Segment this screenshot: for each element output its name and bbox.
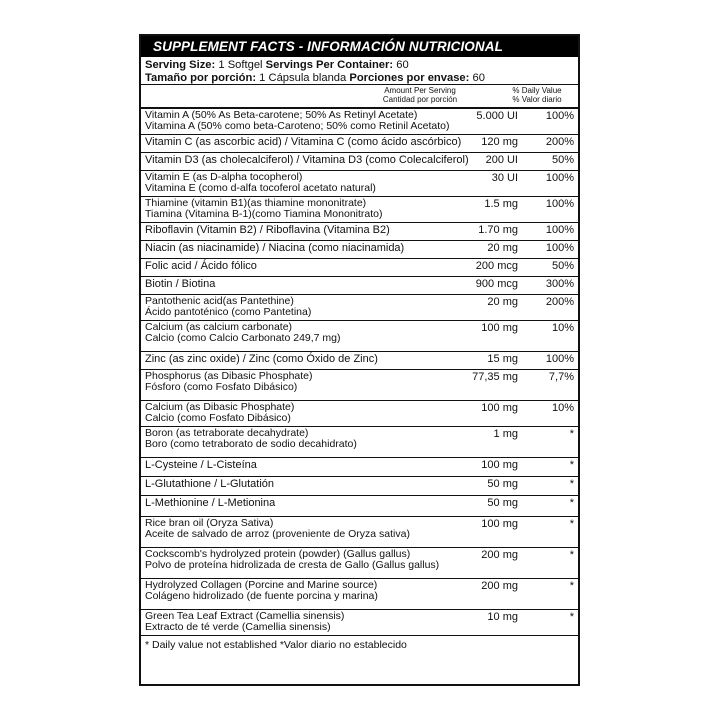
nutrient-name <box>145 296 311 317</box>
nutrient-daily-value: 100% <box>545 172 574 184</box>
nutrient-name-en: Vitamin A (50% As Beta-carotene; 50% As Retinyl Acetate) <box>145 109 418 121</box>
nutrient-name-en: Riboflavin (Vitamin B2) / Riboflavina (Vitamina B2) <box>145 224 390 236</box>
nutrient-amount: 200 mg <box>481 580 518 592</box>
nutrient-row <box>141 135 578 153</box>
serving-size-label: Serving Size: <box>145 59 216 71</box>
nutrient-name-en: Biotin / Biotina <box>145 278 216 290</box>
nutrient-daily-value: 100% <box>545 224 574 236</box>
nutrient-amount: 200 mg <box>481 549 518 561</box>
nutrient-row <box>141 496 578 517</box>
tamano-value: 1 Cápsula blanda <box>259 71 347 84</box>
nutrient-amount: 100 mg <box>481 322 518 334</box>
nutrient-name <box>145 549 439 570</box>
footnote-text: * Daily value not established *Valor diario no establecido <box>145 639 407 651</box>
nutrient-amount: 100 mg <box>481 459 518 471</box>
nutrient-name <box>145 322 341 343</box>
nutrient-rows <box>141 109 578 658</box>
amount-header-en: Amount Per Serving <box>384 86 456 95</box>
nutrient-daily-value: 50% <box>551 154 574 166</box>
nutrient-amount: 200 UI <box>485 154 518 166</box>
nutrient-name-en: L-Glutathione / L-Glutatión <box>145 478 275 490</box>
tamano-label: Tamaño por porción: <box>145 71 257 84</box>
nutrient-amount: 1 mg <box>493 428 518 440</box>
nutrient-row <box>141 153 578 171</box>
nutrient-row <box>141 241 578 259</box>
nutrient-daily-value: * <box>569 497 574 509</box>
nutrient-amount: 30 UI <box>491 172 518 184</box>
nutrient-daily-value: * <box>569 580 574 592</box>
nutrient-name-es: Extracto de té verde (Camellia sinensis) <box>145 620 331 633</box>
nutrient-name-es: Aceite de salvado de arroz (proveniente de Oryza sativa) <box>145 527 410 540</box>
nutrient-daily-value: * <box>569 478 574 490</box>
amount-header-es: Cantidad por porción <box>382 94 458 104</box>
nutrient-row <box>141 109 578 135</box>
nutrient-name-es: Vitamina E (como d-alfa tocoferol acetato natural) <box>145 181 376 194</box>
nutrient-row <box>141 579 578 610</box>
nutrient-name <box>145 278 215 291</box>
nutrient-amount: 120 mg <box>481 136 518 148</box>
nutrient-name-en: Thiamine (vitamin B1)(as thiamine mononitrate) <box>145 197 367 209</box>
nutrient-row <box>141 352 578 370</box>
nutrient-amount: 77,35 mg <box>472 371 518 383</box>
nutrient-row <box>141 517 578 548</box>
nutrient-row <box>141 401 578 427</box>
nutrient-name-en: Pantothenic acid(as Pantethine) <box>145 295 294 307</box>
nutrient-daily-value: 100% <box>545 353 574 365</box>
nutrient-daily-value: * <box>569 518 574 530</box>
nutrient-name <box>145 580 378 601</box>
nutrient-name <box>145 242 404 255</box>
nutrient-amount: 5.000 UI <box>476 110 518 122</box>
nutrient-name-es: Colágeno hidrolizado (de fuente porcina y marina) <box>145 589 378 602</box>
nutrient-name-en: L-Methionine / L-Metionina <box>145 497 276 509</box>
nutrient-name <box>145 198 383 219</box>
supplement-facts-panel <box>139 34 580 686</box>
nutrient-amount: 900 mcg <box>475 278 518 290</box>
nutrient-row <box>141 427 578 458</box>
nutrient-name-es: Fósforo (como Fosfato Dibásico) <box>145 380 298 393</box>
nutrient-name <box>145 353 378 366</box>
nutrient-row <box>141 277 578 295</box>
nutrient-name <box>145 260 257 273</box>
nutrient-name-es: Tiamina (Vitamina B-1)(como Tiamina Mononitrato) <box>145 207 383 220</box>
nutrient-name-es: Vitamina A (50% como beta-Caroteno; 50% como Retinil Acetato) <box>145 119 450 132</box>
nutrient-row <box>141 610 578 636</box>
nutrient-name-es: Polvo de proteína hidrolizada de cresta de Gallo (Gallus gallus) <box>145 558 440 571</box>
nutrient-name-en: Cockscomb's hydrolyzed protein (powder) (Gallus gallus) <box>145 548 411 560</box>
panel-title: SUPPLEMENT FACTS - INFORMACIÓN NUTRICIONAL <box>141 36 578 57</box>
nutrient-name-en: Phosphorus (as Dibasic Phosphate) <box>145 370 313 382</box>
nutrient-daily-value: 50% <box>551 260 574 272</box>
dv-header-es: % Valor diario <box>512 94 562 104</box>
nutrient-amount: 20 mg <box>487 242 518 254</box>
nutrient-amount: 200 mcg <box>475 260 518 272</box>
nutrient-name <box>145 518 410 539</box>
nutrient-name <box>145 459 257 472</box>
serving-line-en <box>145 59 574 72</box>
serving-size-value: 1 Softgel <box>218 59 263 71</box>
serving-info <box>141 57 578 85</box>
nutrient-name-en: L-Cysteine / L-Cisteína <box>145 459 257 471</box>
nutrient-row <box>141 171 578 197</box>
nutrient-daily-value: * <box>569 549 574 561</box>
nutrient-name-en: Boron (as tetraborate decahydrate) <box>145 427 309 439</box>
nutrient-name-es: Ácido pantoténico (como Pantetina) <box>145 305 312 318</box>
amount-header <box>370 87 470 104</box>
nutrient-daily-value: 200% <box>545 136 574 148</box>
nutrient-name-en: Vitamin E (as D-alpha tocopherol) <box>145 171 303 183</box>
porciones-label: Porciones por envase: <box>349 71 470 84</box>
nutrient-amount: 50 mg <box>487 478 518 490</box>
nutrient-daily-value: 7,7% <box>548 371 574 383</box>
nutrient-row <box>141 295 578 321</box>
nutrient-row <box>141 321 578 352</box>
nutrient-name <box>145 371 313 392</box>
nutrient-name-en: Calcium (as Dibasic Phosphate) <box>145 401 295 413</box>
nutrient-name-en: Rice bran oil (Oryza Sativa) <box>145 517 274 529</box>
nutrient-name <box>145 172 376 193</box>
nutrient-daily-value: 100% <box>545 198 574 210</box>
serving-line-es <box>145 72 574 85</box>
nutrient-name-en: Folic acid / Ácido fólico <box>145 260 257 272</box>
nutrient-row <box>141 477 578 496</box>
nutrient-row <box>141 458 578 477</box>
nutrient-name-es: Calcio (como Calcio Carbonato 249,7 mg) <box>145 331 341 344</box>
servings-per-container-label: Servings Per Container: <box>265 59 394 71</box>
nutrient-daily-value: * <box>569 428 574 440</box>
nutrient-name <box>145 224 390 237</box>
footnote-row <box>141 636 578 658</box>
nutrient-name-en: Green Tea Leaf Extract (Camellia sinensis) <box>145 610 345 622</box>
nutrient-amount: 1.70 mg <box>478 224 518 236</box>
nutrient-amount: 100 mg <box>481 518 518 530</box>
nutrient-amount: 100 mg <box>481 402 518 414</box>
nutrient-amount: 20 mg <box>487 296 518 308</box>
nutrient-amount: 1.5 mg <box>484 198 518 210</box>
nutrient-name-en: Hydrolyzed Collagen (Porcine and Marine source) <box>145 579 378 591</box>
nutrient-name-es: Calcio (como Fosfato Dibásico) <box>145 411 291 424</box>
dv-header <box>502 87 572 104</box>
nutrient-daily-value: 10% <box>551 322 574 334</box>
nutrient-name-en: Zinc (as zinc oxide) / Zinc (como Óxido de Zinc) <box>145 353 378 365</box>
nutrient-name-es: Boro (como tetraborato de sodio decahidrato) <box>145 437 357 450</box>
nutrient-daily-value: 300% <box>545 278 574 290</box>
nutrient-row <box>141 259 578 277</box>
nutrient-daily-value: 100% <box>545 110 574 122</box>
nutrient-name <box>145 497 275 510</box>
nutrient-name-en: Niacin (as niacinamide) / Niacina (como niacinamida) <box>145 242 405 254</box>
nutrient-daily-value: 100% <box>545 242 574 254</box>
nutrient-daily-value: 10% <box>551 402 574 414</box>
nutrient-daily-value: * <box>569 611 574 623</box>
nutrient-name <box>145 402 294 423</box>
nutrient-amount: 50 mg <box>487 497 518 509</box>
nutrient-row <box>141 223 578 241</box>
nutrient-amount: 15 mg <box>487 353 518 365</box>
servings-per-container-value: 60 <box>396 59 409 71</box>
porciones-value: 60 <box>472 71 485 84</box>
nutrient-amount: 10 mg <box>487 611 518 623</box>
column-headers <box>141 85 578 109</box>
nutrient-row <box>141 197 578 223</box>
dv-header-en: % Daily Value <box>512 86 562 95</box>
nutrient-row <box>141 548 578 579</box>
nutrient-name <box>145 428 357 449</box>
nutrient-name-en: Calcium (as calcium carbonate) <box>145 321 293 333</box>
nutrient-name <box>145 478 274 491</box>
nutrient-name <box>145 611 344 632</box>
nutrient-name-en: Vitamin D3 (as cholecalciferol) / Vitamina D3 (como Colecalciferol) <box>145 154 469 166</box>
nutrient-name-en: Vitamin C (as ascorbic acid) / Vitamina C (como ácido ascórbico) <box>145 136 462 148</box>
nutrient-daily-value: 200% <box>545 296 574 308</box>
nutrient-row <box>141 370 578 401</box>
nutrient-daily-value: * <box>569 459 574 471</box>
